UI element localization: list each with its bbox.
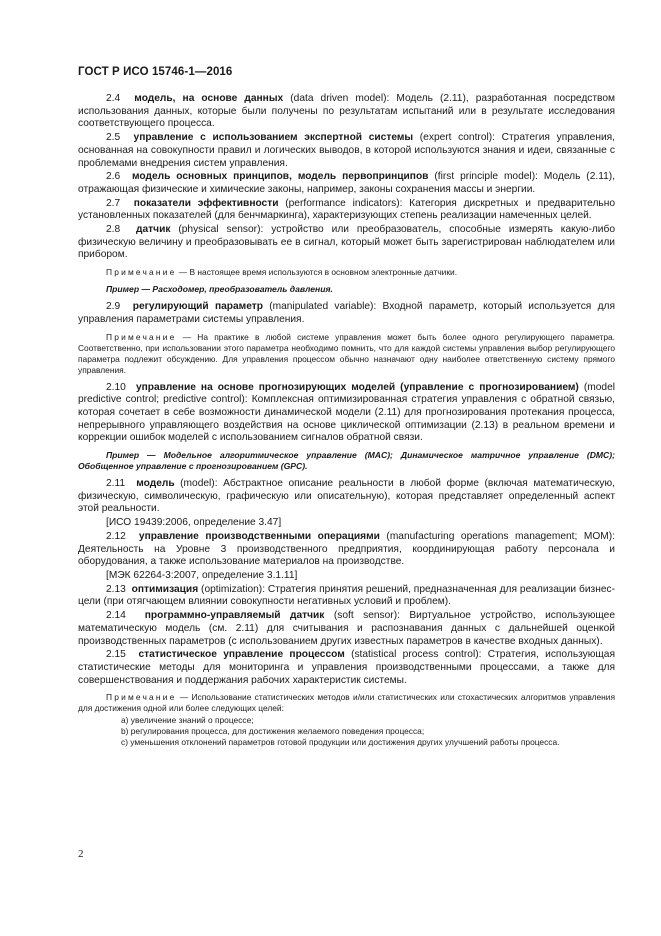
list-item: c) уменьшения отклонений параметров готовой продукции или достижения других улучшений работы процесса. [121, 737, 560, 748]
document-header: ГОСТ Р ИСО 15746-1—2016 [78, 66, 233, 78]
term-2-5: 2.5 управление с использованием экспертной системы (expert control): Стратегия управления, основанная на совокупности правил и логических выводов, в которой используются знания и идеи, связанные с проблемами внедрения систем управления. [78, 132, 616, 169]
term-2-10: 2.10 управление на основе прогнозирующих моделей (управление с прогнозированием) (model predictive control; predictive control): Комплексная оптимизированная стратегия управления с обратной связью, которая сочетает в себе возможности динамической модели (2.11) для прогнозирования протекания процесса, непрерывного управляющего воздействия на основе циклической оптимизации (2.13) в реальном времени и коррекции ошибок моделей с использованием сигналов обратной связи. [78, 381, 615, 444]
document-body [78, 93, 615, 748]
example-2-10: Пример — Модельное алгоритмическое управление (MAC); Динамическое матричное управление (DMC); Обобщенное управление с прогнозированием (GPC). [78, 450, 615, 472]
term-2-6: 2.6 модель основных принципов, модель первопринципов (first principle model): Модель (2.11), отражающая физические и химические законы, например, законы сохранения массы и энергии. [78, 171, 615, 195]
term-2-11: 2.11 модель (model): Абстрактное описание реальности в любой форме (включая математическую, физическую, символическую, графическую или описательную), которая представляет определенный аспект этой реальности. [78, 478, 615, 515]
reference-2-12: [МЭК 62264-3:2007, определение 3.1.11] [106, 569, 298, 581]
note-2-9: Примечание — На практике в любой системе управления может быть более одного регулирующего параметра. Соответственно, при использовании этого параметра необходимо помнить, что для каждой системы управления выбор регулирующего параметра подлежит обсуждению. Для управления процессом обычно назначают одну наиболее ответственную систему прямого управления. [78, 331, 615, 375]
term-2-4: 2.4 модель, на основе данных (data driven model): Модель (2.11), разработанная посредством использования данных, которые были получены по результатам испытаний или в результате исследования соответствующего процесса. [78, 93, 615, 130]
page-number: 2 [78, 848, 84, 860]
term-2-12: 2.12 управление производственными операциями (manufacturing operations management; MOM): Деятельность на Уровне 3 производственного предприятия, координирующая работу персонала и оборудования, а также использование материалов на производстве. [78, 530, 615, 568]
term-2-8: 2.8 датчик (physical sensor): устройство или преобразователь, способные измерять какую-либо физическую величину и преобразовывать ее в сигнал, который может быть зарегистрирован наблюдателем или прибором. [78, 224, 615, 261]
term-2-13: 2.13 оптимизация (optimization): Стратегия принятия решений, предназначенная для реализации бизнес-цели (при отягчающем влиянии совокупности негативных условий и проблем). [78, 583, 615, 608]
note-2-15: Примечание — Использование статистических методов и/или статистических или стохастических алгоритмов управления для достижения одной или более следующих целей: [78, 692, 615, 714]
term-2-14: 2.14 программно-управляемый датчик (soft sensor): Виртуальное устройство, использующее математическую модель (см. 2.11) для считывания и распознавания данных с дальнейшей оценкой производственных параметров (с использованием других известных параметров в качестве входных данных). [78, 610, 615, 647]
term-2-7: 2.7 показатели эффективности (performance indicators): Категория дискретных и предварительно установленных показателей (для бенчмаркинга), характеризующих степень реализации намеченных целей. [78, 197, 615, 222]
list-item: a) увеличение знаний о процессе; [121, 715, 254, 726]
note-2-8: Примечание — В настоящее время используются в основном электронные датчики. [106, 267, 458, 278]
term-2-15: 2.15 статистическое управление процессом (statistical process control): Стратегия, использующая статистические методы для мониторинга и управления производственными процессами, а также для совершенствования и поддержания рабочих характеристик системы. [78, 649, 615, 686]
example-2-8: Пример — Расходомер, преобразователь давления. [106, 284, 333, 295]
term-2-9: 2.9 регулирующий параметр (manipulated variable): Входной параметр, который используется для управления параметрами системы управления. [78, 301, 615, 325]
reference-2-11: [ИСО 19439:2006, определение 3.47] [106, 517, 282, 529]
list-item: b) регулирования процесса, для достижения желаемого поведения процесса; [121, 726, 425, 737]
